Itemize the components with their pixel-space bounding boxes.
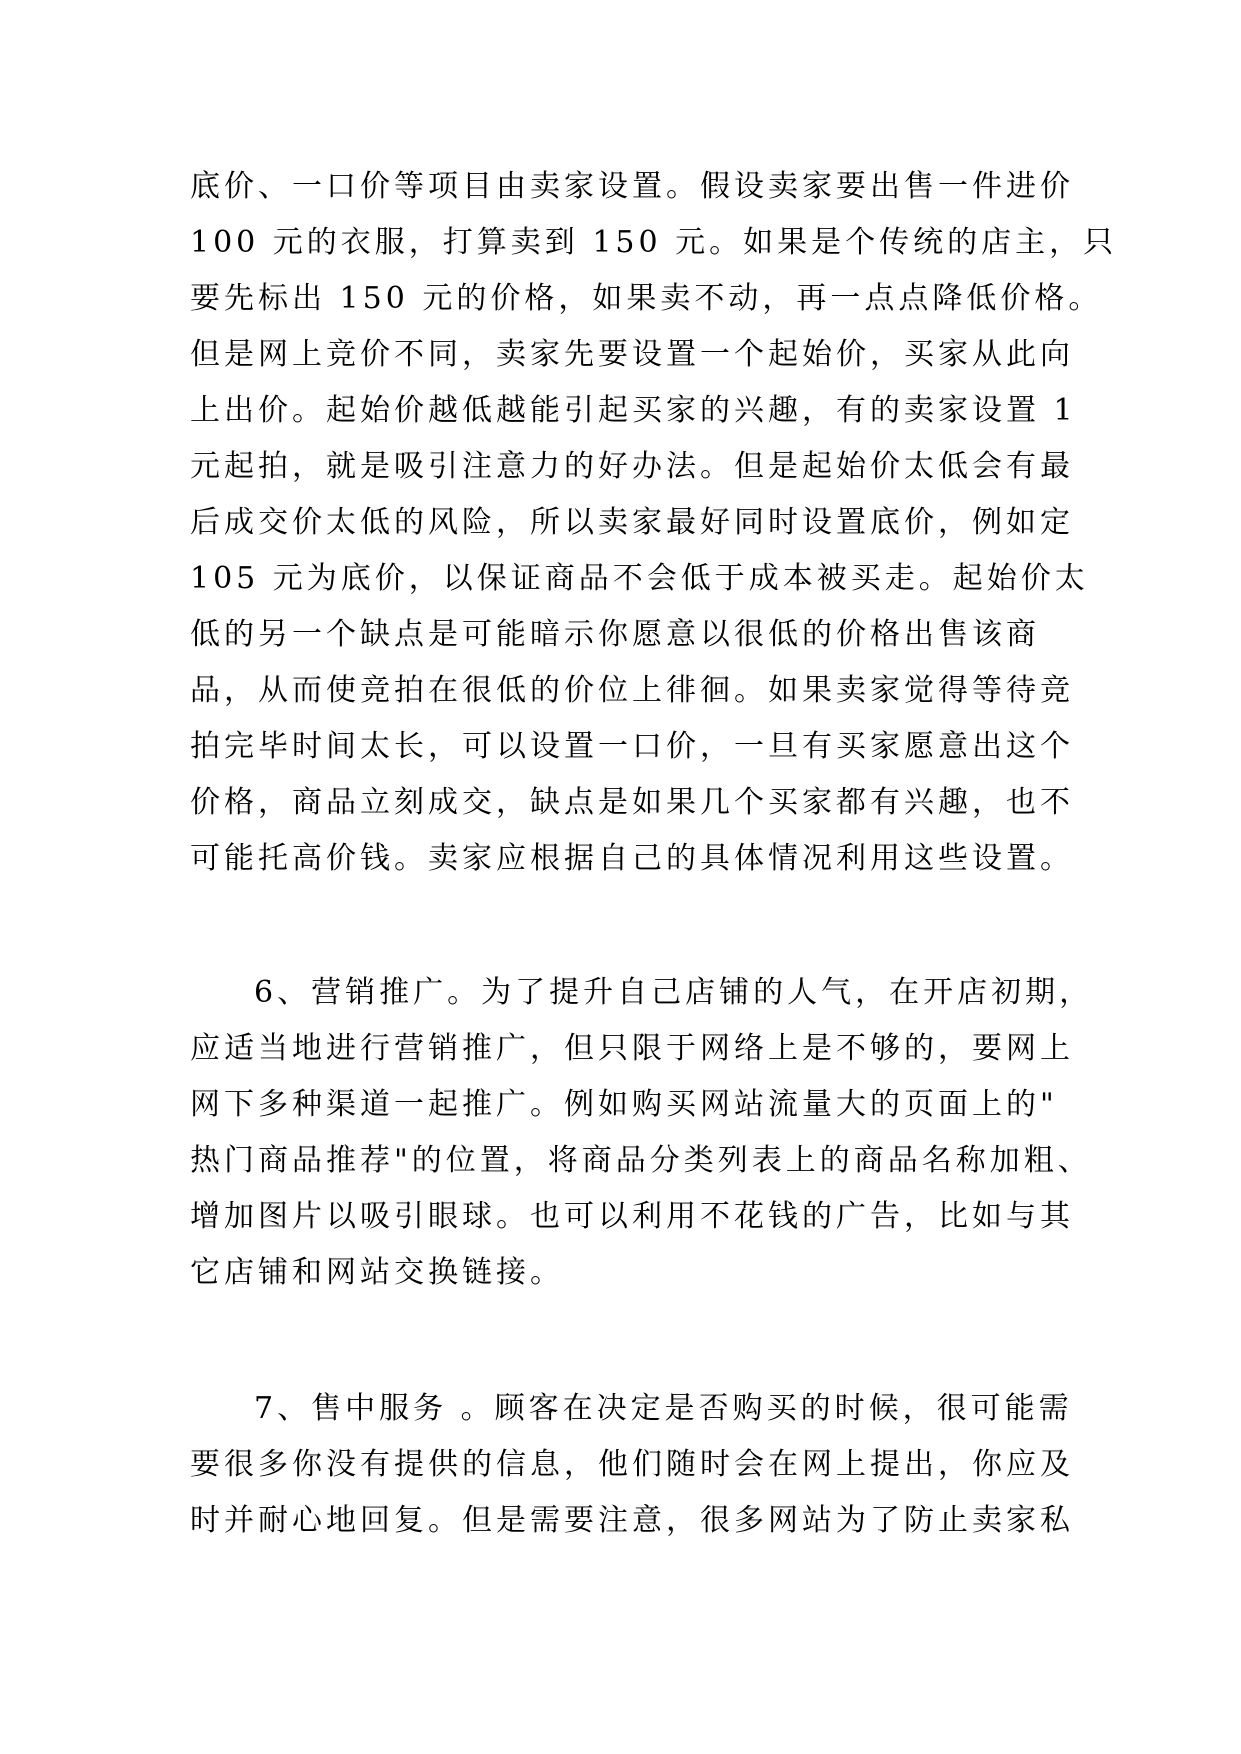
text-line: 应适当地进行营销推广，但只限于网络上是不够的，要网上 <box>190 1031 1074 1066</box>
text-line: 品，从而使竞拍在很低的价位上徘徊。如果卖家觉得等待竞 <box>190 673 1074 708</box>
text-line: 底价、一口价等项目由卖家设置。假设卖家要出售一件进价 <box>190 169 1074 204</box>
text-line: 价格，商品立刻成交，缺点是如果几个买家都有兴趣，也不 <box>190 785 1074 820</box>
text-line: 后成交价太低的风险，所以卖家最好同时设置底价，例如定 <box>190 505 1074 540</box>
text-line: 100 元的衣服，打算卖到 150 元。如果是个传统的店主，只 <box>190 225 1118 260</box>
text-line: 增加图片以吸引眼球。也可以利用不花钱的广告，比如与其 <box>190 1199 1074 1234</box>
text-line: 可能托高价钱。卖家应根据自己的具体情况利用这些设置。 <box>190 841 1074 876</box>
text-line: 低的另一个缺点是可能暗示你愿意以很低的价格出售该商 <box>190 617 1040 652</box>
text-line: 元起拍，就是吸引注意力的好办法。但是起始价太低会有最 <box>190 449 1074 484</box>
text-line: 105 元为底价，以保证商品不会低于成本被买走。起始价太 <box>190 561 1089 596</box>
text-line: 网下多种渠道一起推广。例如购买网站流量大的页面上的" <box>190 1087 1058 1122</box>
text-line: 拍完毕时间太长，可以设置一口价，一旦有买家愿意出这个 <box>190 729 1074 764</box>
text-line: 但是网上竞价不同，卖家先要设置一个起始价，买家从此向 <box>190 337 1074 372</box>
text-line: 时并耐心地回复。但是需要注意，很多网站为了防止卖家私 <box>190 1503 1074 1538</box>
text-line: 6、营销推广。为了提升自己店铺的人气，在开店初期， <box>254 975 1094 1010</box>
text-line: 要很多你没有提供的信息，他们随时会在网上提出，你应及 <box>190 1447 1074 1482</box>
text-line: 7、售中服务 。顾客在决定是否购买的时候，很可能需 <box>254 1391 1073 1426</box>
text-line: 要先标出 150 元的价格，如果卖不动，再一点点降低价格。 <box>190 281 1103 316</box>
text-line: 它店铺和网站交换链接。 <box>190 1255 564 1290</box>
text-line: 热门商品推荐"的位置，将商品分类列表上的商品名称加粗、 <box>190 1143 1092 1178</box>
text-line: 上出价。起始价越低越能引起买家的兴趣，有的卖家设置 1 <box>190 393 1077 428</box>
